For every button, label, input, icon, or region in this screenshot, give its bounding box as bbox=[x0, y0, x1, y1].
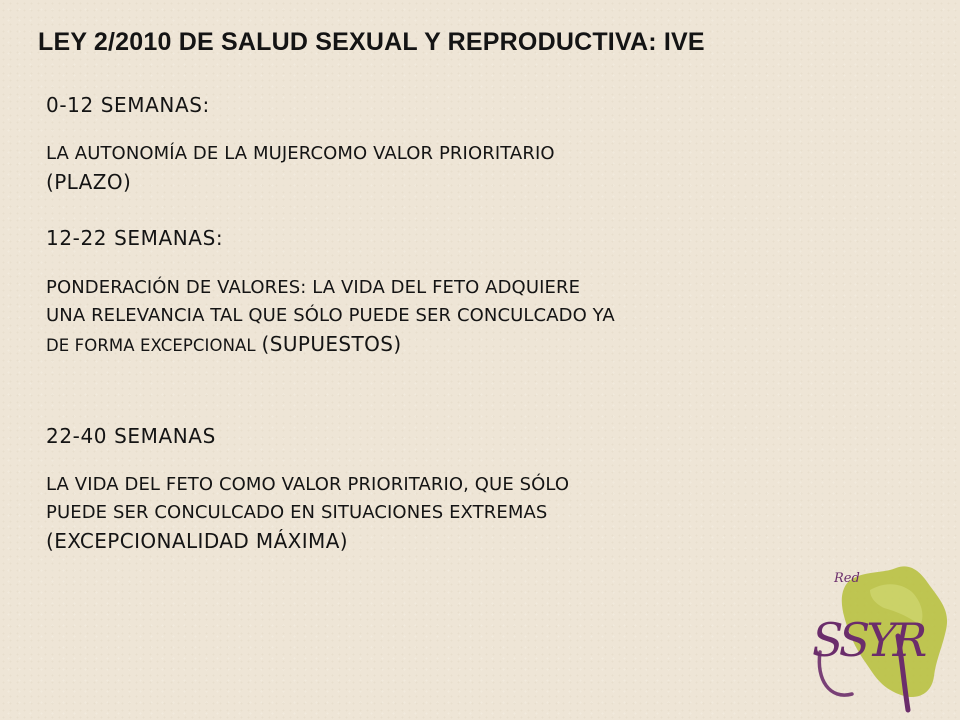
red-ssyr-logo bbox=[800, 560, 960, 720]
section-tag-excepcionalidad: (EXCEPCIONALIDAD MÁXIMA) bbox=[46, 529, 349, 553]
section-text-12-22 bbox=[46, 274, 916, 360]
section-line-12-22-2: UNA RELEVANCIA TAL QUE SÓLO PUEDE SER CONCULCADO YA bbox=[46, 305, 615, 326]
section-body-0-12: LA AUTONOMÍA DE LA MUJERCOMO VALOR PRIORITARIO bbox=[46, 143, 555, 164]
section-line-12-22-3: DE FORMA EXCEPCIONAL bbox=[46, 336, 256, 355]
section-text-22-40 bbox=[46, 471, 916, 557]
logo-main-text: SSYR bbox=[812, 613, 924, 667]
section-heading-0-12: 0-12 SEMANAS: bbox=[46, 93, 210, 117]
section-text-0-12 bbox=[46, 140, 916, 198]
logo-small-text: Red bbox=[834, 571, 860, 586]
section-tag-supuestos: (SUPUESTOS) bbox=[261, 332, 402, 356]
section-heading-12-22: 12-22 SEMANAS: bbox=[46, 226, 224, 250]
section-heading-22-40: 22-40 SEMANAS bbox=[46, 424, 216, 448]
section-line-22-40-2: PUEDE SER CONCULCADO EN SITUACIONES EXTREMAS bbox=[46, 502, 548, 523]
section-line-12-22-1: PONDERACIÓN DE VALORES: LA VIDA DEL FETO ADQUIERE bbox=[46, 277, 581, 298]
slide-title: LEY 2/2010 DE SALUD SEXUAL Y REPRODUCTIVA: IVE bbox=[38, 28, 705, 56]
section-line-22-40-1: LA VIDA DEL FETO COMO VALOR PRIORITARIO, QUE SÓLO bbox=[46, 474, 570, 495]
section-tag-plazo: (PLAZO) bbox=[46, 170, 132, 194]
